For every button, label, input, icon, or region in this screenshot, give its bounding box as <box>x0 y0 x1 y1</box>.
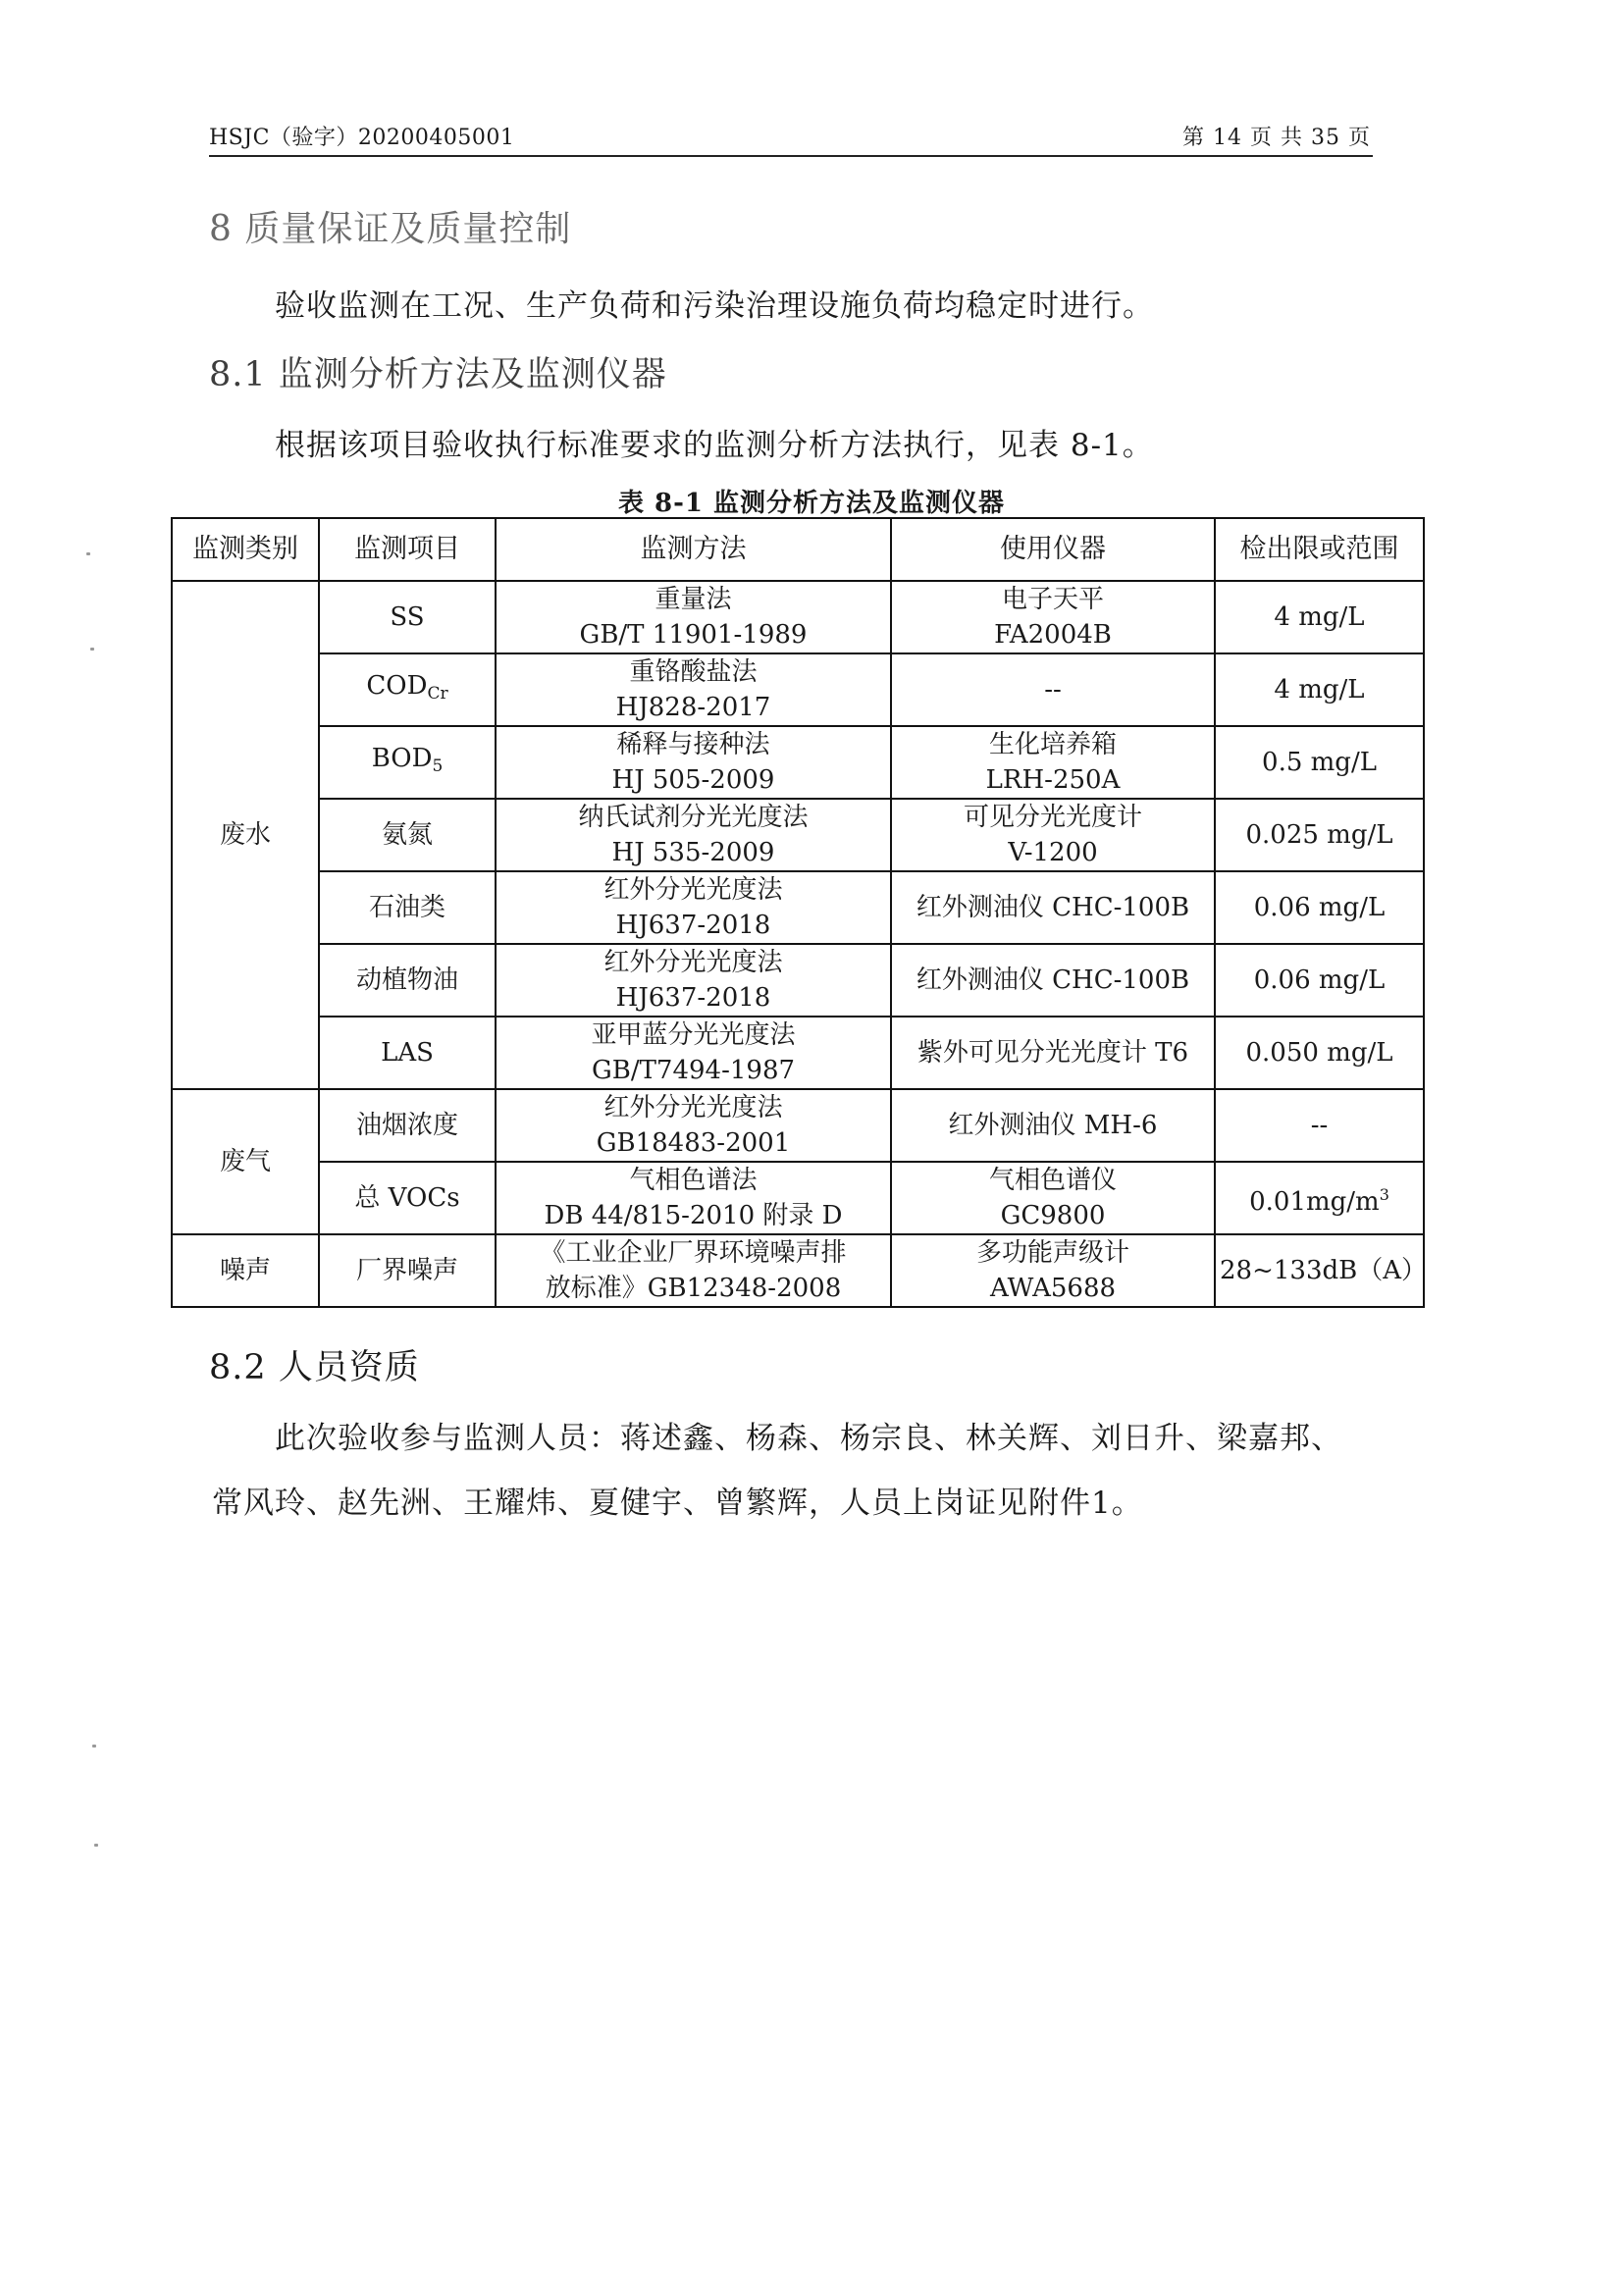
instrument-model: FA2004B <box>994 620 1112 650</box>
page-header <box>209 120 1373 157</box>
method-standard: 放标准》GB12348-2008 <box>545 1274 842 1303</box>
header-category: 监测类别 <box>172 518 319 581</box>
method-standard: HJ637-2018 <box>615 911 771 940</box>
method-cell <box>496 1162 891 1234</box>
methods-table <box>171 517 1428 1308</box>
instrument-name: 多功能声级计 <box>975 1238 1129 1268</box>
instrument-cell: 红外测油仪 CHC-100B <box>891 871 1215 944</box>
instrument-cell <box>891 1162 1215 1234</box>
method-cell <box>496 1234 891 1307</box>
method-standard: HJ 535-2009 <box>611 838 775 867</box>
limit-main: 0.01mg/m <box>1249 1186 1380 1217</box>
header-limit: 检出限或范围 <box>1215 518 1424 581</box>
section-8-title: 8 质量保证及质量控制 <box>209 209 572 249</box>
table-row <box>172 1017 1424 1089</box>
item-cell: 氨氮 <box>319 799 496 871</box>
method-name: 亚甲蓝分光光度法 <box>591 1020 796 1050</box>
instrument-cell <box>891 726 1215 799</box>
item-main: COD <box>366 671 428 701</box>
instrument-name: 生化培养箱 <box>988 730 1117 759</box>
instrument-cell <box>891 799 1215 871</box>
instrument-model: LRH-250A <box>985 765 1121 795</box>
method-cell <box>496 653 891 726</box>
method-name: 红外分光光度法 <box>603 948 783 977</box>
method-name: 红外分光光度法 <box>603 875 783 905</box>
method-standard: HJ637-2018 <box>615 983 771 1013</box>
table-row <box>172 799 1424 871</box>
limit-cell: 0.06 mg/L <box>1215 871 1424 944</box>
table-caption: 表 8-1 监测分析方法及监测仪器 <box>617 489 1006 518</box>
table-row <box>172 726 1424 799</box>
header-method: 监测方法 <box>496 518 891 581</box>
category-waste-gas: 废气 <box>172 1089 319 1234</box>
method-standard: HJ828-2017 <box>615 693 771 722</box>
item-cell: 总 VOCs <box>319 1162 496 1234</box>
table-row <box>172 1089 1424 1162</box>
item-cell <box>319 726 496 799</box>
table-row <box>172 581 1424 653</box>
method-standard: GB/T 11901-1989 <box>579 620 808 650</box>
limit-cell: 4 mg/L <box>1215 653 1424 726</box>
method-standard: DB 44/815-2010 附录 D <box>544 1201 843 1230</box>
item-main: BOD <box>371 744 433 773</box>
scan-speck <box>86 552 90 555</box>
item-cell: 石油类 <box>319 871 496 944</box>
item-cell: 厂界噪声 <box>319 1234 496 1307</box>
limit-cell: 0.025 mg/L <box>1215 799 1424 871</box>
method-cell <box>496 581 891 653</box>
section-8-intro: 验收监测在工况、生产负荷和污染治理设施负荷均稳定时进行。 <box>275 288 1154 324</box>
method-standard: GB/T7494-1987 <box>591 1056 796 1085</box>
limit-cell: 28~133dB（A） <box>1215 1234 1424 1307</box>
section-8-2-line2: 常风玲、赵先洲、王耀炜、夏健宇、曾繁辉，人员上岗证见附件1。 <box>212 1486 1143 1521</box>
limit-cell: 0.06 mg/L <box>1215 944 1424 1017</box>
method-name: 重铬酸盐法 <box>629 657 758 687</box>
scan-speck <box>90 648 94 651</box>
page-number: 第 14 页 共 35 页 <box>1182 126 1371 150</box>
table-row <box>172 871 1424 944</box>
instrument-cell: 红外测油仪 MH-6 <box>891 1089 1215 1162</box>
category-noise: 噪声 <box>172 1234 319 1307</box>
table-row <box>172 1234 1424 1307</box>
instrument-name: 可见分光光度计 <box>963 803 1142 832</box>
instrument-name: 气相色谱仪 <box>988 1166 1117 1195</box>
instrument-cell: 红外测油仪 CHC-100B <box>891 944 1215 1017</box>
method-standard: GB18483-2001 <box>596 1128 791 1158</box>
item-cell: SS <box>319 581 496 653</box>
instrument-model: V-1200 <box>1008 838 1098 867</box>
limit-cell: 0.5 mg/L <box>1215 726 1424 799</box>
method-cell <box>496 944 891 1017</box>
method-cell <box>496 726 891 799</box>
section-8-1-intro: 根据该项目验收执行标准要求的监测分析方法执行，见表 8-1。 <box>275 428 1154 463</box>
method-name: 稀释与接种法 <box>616 730 770 759</box>
limit-cell: 0.050 mg/L <box>1215 1017 1424 1089</box>
method-name: 重量法 <box>654 585 732 614</box>
item-cell <box>319 653 496 726</box>
instrument-name: 电子天平 <box>1001 585 1104 614</box>
item-cell: 动植物油 <box>319 944 496 1017</box>
table-row <box>172 944 1424 1017</box>
section-8-2-title: 8.2 人员资质 <box>209 1348 420 1387</box>
scan-speck <box>92 1745 96 1748</box>
instrument-model: AWA5688 <box>989 1274 1117 1303</box>
table-row <box>172 1162 1424 1234</box>
method-name: 红外分光光度法 <box>603 1093 783 1122</box>
limit-cell: -- <box>1215 1089 1424 1162</box>
method-name: 气相色谱法 <box>629 1166 758 1195</box>
method-standard: HJ 505-2009 <box>611 765 775 795</box>
instrument-cell <box>891 581 1215 653</box>
scan-speck <box>94 1844 98 1847</box>
header-instrument: 使用仪器 <box>891 518 1215 581</box>
section-8-2-line1: 此次验收参与监测人员：蒋述鑫、杨森、杨宗良、林关辉、刘日升、梁嘉邦、 <box>275 1421 1342 1456</box>
method-name: 纳氏试剂分光光度法 <box>578 803 809 832</box>
header-item: 监测项目 <box>319 518 496 581</box>
method-cell <box>496 1017 891 1089</box>
limit-cell: 4 mg/L <box>1215 581 1424 653</box>
method-name: 《工业企业厂界环境噪声排 <box>540 1238 847 1268</box>
instrument-cell: 紫外可见分光光度计 T6 <box>891 1017 1215 1089</box>
method-cell <box>496 799 891 871</box>
method-cell <box>496 1089 891 1162</box>
table-row <box>172 653 1424 726</box>
item-subscript: Cr <box>427 684 448 704</box>
table-header-row <box>172 518 1424 581</box>
item-cell: 油烟浓度 <box>319 1089 496 1162</box>
category-wastewater: 废水 <box>172 581 319 1089</box>
instrument-cell <box>891 1234 1215 1307</box>
limit-superscript: 3 <box>1379 1184 1389 1204</box>
section-8-1-title: 8.1 监测分析方法及监测仪器 <box>209 355 667 394</box>
item-subscript: 5 <box>432 757 444 776</box>
instrument-model: GC9800 <box>1000 1201 1106 1230</box>
limit-cell <box>1215 1162 1424 1234</box>
method-cell <box>496 871 891 944</box>
instrument-cell: -- <box>891 653 1215 726</box>
doc-number: HSJC（验字）20200405001 <box>209 126 515 150</box>
item-cell: LAS <box>319 1017 496 1089</box>
